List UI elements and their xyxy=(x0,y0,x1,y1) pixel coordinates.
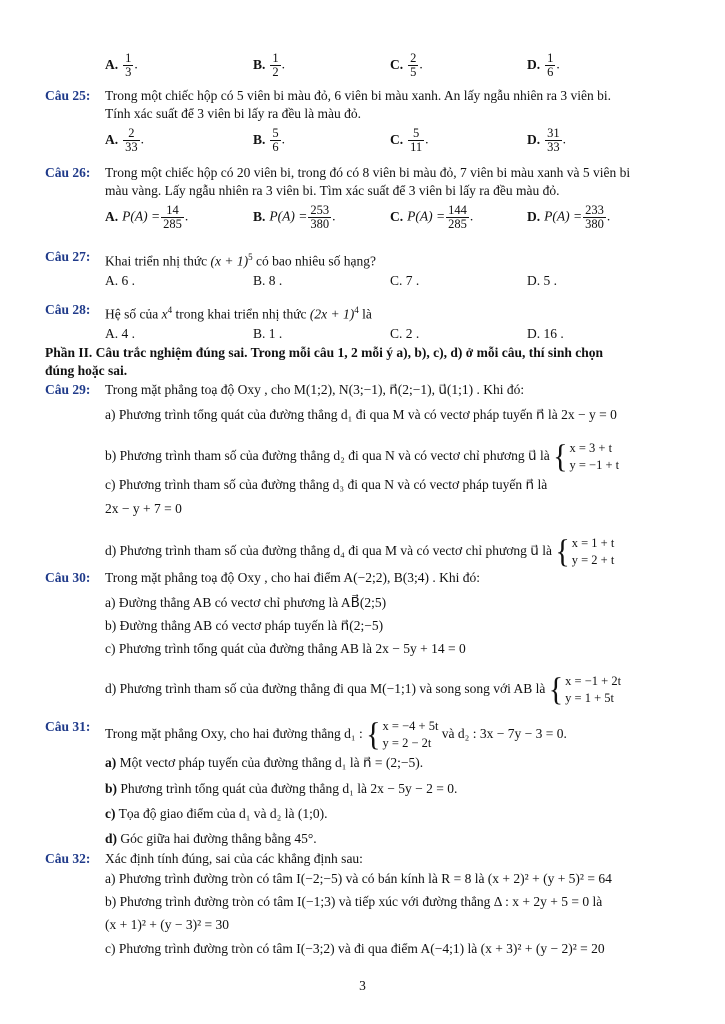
q28-option-c: C. 2 . xyxy=(390,326,420,341)
q26-option-b: B. P(A) = $\frac{253}{380}$ . xyxy=(253,203,336,231)
q29-statement-c: c) Phương trình tham số của đường thẳng d₃ đi qua N và có vectơ pháp tuyến n⃗ là xyxy=(105,477,548,492)
q32-statement-c: c) Phương trình đường tròn có tâm I(−3;2) và đi qua điểm A(−4;1) là (x + 3)² + (y − 2)² = 20 xyxy=(105,941,605,956)
q29-statement-a: a) Phương trình tổng quát của đường thẳng d₁ đi qua M và có vectơ pháp tuyến n⃗ là 2x − y = 0 xyxy=(105,407,617,422)
q32-statement-b-cont: (x + 1)² + (y − 3)² = 30 xyxy=(105,917,230,932)
q27-label: Câu 27: xyxy=(45,249,91,264)
q27-option-a: A. 6 . xyxy=(105,273,135,288)
q25-label: Câu 25: xyxy=(45,88,91,103)
q28-option-a: A. 4 . xyxy=(105,326,135,341)
q27-option-b: B. 8 . xyxy=(253,273,283,288)
q31-label: Câu 31: xyxy=(45,719,91,734)
q29-statement-b: b) Phương trình tham số của đường thẳng d₂ đi qua N và có vectơ chỉ phương u⃗ là { x = 3 + t y = −1 + t xyxy=(105,438,620,475)
q31-statement-c: c) Tọa độ giao điểm của d₁ và d₂ là (1;0). xyxy=(105,806,328,821)
q29-label: Câu 29: xyxy=(45,382,91,397)
q31-statement-b: b) Phương trình tổng quát của đường thẳng d₁ là 2x − 5y − 2 = 0. xyxy=(105,781,458,796)
q31-stem: Trong mặt phẳng Oxy, cho hai đường thẳng d₁ : { x = −4 + 5t y = 2 − 2t và d₂ : 3x − 7y − 3 = 0. xyxy=(105,716,567,753)
q24-option-d: D. $\frac{1}{6}$ . xyxy=(527,51,560,79)
q25-option-c: C. $\frac{5}{11}$ . xyxy=(390,126,429,154)
part2-heading-2: đúng hoặc sai. xyxy=(45,363,128,378)
q28-option-d: D. 16 . xyxy=(527,326,564,341)
q32-label: Câu 32: xyxy=(45,851,91,866)
q25-option-d: D. $\frac{31}{33}$ . xyxy=(527,126,566,154)
q24-option-a: A. $\frac{1}{3}$ . xyxy=(105,51,138,79)
part2-heading-1: Phần II. Câu trắc nghiệm đúng sai. Trong mỗi câu 1, 2 mỗi ý a), b), c), d) ở mỗi câu, thí sinh chọn xyxy=(45,345,604,360)
q26-option-a: A. P(A) = $\frac{14}{285}$ . xyxy=(105,203,189,231)
q32-statement-a: a) Phương trình đường tròn có tâm I(−2;−5) và có bán kính là R = 8 là (x + 2)² + (y + 5)² = 64 xyxy=(105,871,612,886)
q26-text-1: Trong một chiếc hộp có 20 viên bi, trong đó có 8 viên bi màu đỏ, 7 viên bi màu xanh và 5 viên bi xyxy=(105,165,631,180)
q25-option-b: B. $\frac{5}{6}$ . xyxy=(253,126,286,154)
q31-statement-d: d) Góc giữa hai đường thẳng bằng 45°. xyxy=(105,831,317,846)
q27-option-d: D. 5 . xyxy=(527,273,557,288)
q30-stem: Trong mặt phẳng toạ độ Oxy , cho hai điểm A(−2;2), B(3;4) . Khi đó: xyxy=(105,570,480,585)
q29-statement-d: d) Phương trình tham số của đường thẳng d₄ đi qua M và có vectơ chỉ phương u⃗ là { x = 1 + t y = 2 + t xyxy=(105,533,615,570)
q27-option-c: C. 7 . xyxy=(390,273,420,288)
q30-label: Câu 30: xyxy=(45,570,91,585)
q30-statement-a: a) Đường thẳng AB có vectơ chỉ phương là AB⃗(2;5) xyxy=(105,595,387,610)
q26-text-2: màu vàng. Lấy ngẫu nhiên ra 3 viên bi. Tìm xác suất để 3 viên bi lấy ra đều màu đỏ. xyxy=(105,183,560,198)
q29-statement-c-cont: 2x − y + 7 = 0 xyxy=(105,501,182,516)
q27-text: Khai triển nhị thức $(x + 1)^5$ có bao nhiêu số hạng? xyxy=(105,252,376,269)
q25-text-2: Tính xác suất để 3 viên bi lấy ra đều là màu đỏ. xyxy=(105,106,362,121)
q30-statement-c: c) Phương trình tổng quát của đường thẳng AB là 2x − 5y + 14 = 0 xyxy=(105,641,466,656)
q26-option-d: D. P(A) = $\frac{233}{380}$ . xyxy=(527,203,611,231)
q26-label: Câu 26: xyxy=(45,165,91,180)
q25-text-1: Trong một chiếc hộp có 5 viên bi màu đỏ, 6 viên bi màu xanh. An lấy ngẫu nhiên ra 3 viên bi. xyxy=(105,88,612,103)
q32-statement-b: b) Phương trình đường tròn có tâm I(−1;3) và tiếp xúc với đường thẳng Δ : x + 2y + 5 = 0 là xyxy=(105,894,603,909)
q28-text: Hệ số của $x^4$ trong khai triển nhị thức $(2x + 1)^4$ là xyxy=(105,305,372,322)
q25-option-a: A. $\frac{2}{33}$ . xyxy=(105,126,144,154)
q28-label: Câu 28: xyxy=(45,302,91,317)
page-number: 3 xyxy=(359,978,366,993)
q24-option-b: B. $\frac{1}{2}$ . xyxy=(253,51,286,79)
q29-stem: Trong mặt phẳng toạ độ Oxy , cho M(1;2), N(3;−1), n⃗(2;−1), u⃗(1;1) . Khi đó: xyxy=(105,382,525,397)
q32-stem: Xác định tính đúng, sai của các khẳng định sau: xyxy=(105,851,363,866)
q26-option-c: C. P(A) = $\frac{144}{285}$ . xyxy=(390,203,474,231)
q30-statement-b: b) Đường thẳng AB có vectơ pháp tuyến là n⃗(2;−5) xyxy=(105,618,384,633)
q24-option-c: C. $\frac{2}{5}$ . xyxy=(390,51,423,79)
q28-option-b: B. 1 . xyxy=(253,326,283,341)
q30-statement-d: d) Phương trình tham số của đường thẳng đi qua M(−1;1) và song song với AB là { x = −1 + 2t y = 1 + 5t xyxy=(105,671,622,708)
q31-statement-a: a) Một vectơ pháp tuyến của đường thẳng d₁ là n⃗ = (2;−5). xyxy=(105,755,424,770)
